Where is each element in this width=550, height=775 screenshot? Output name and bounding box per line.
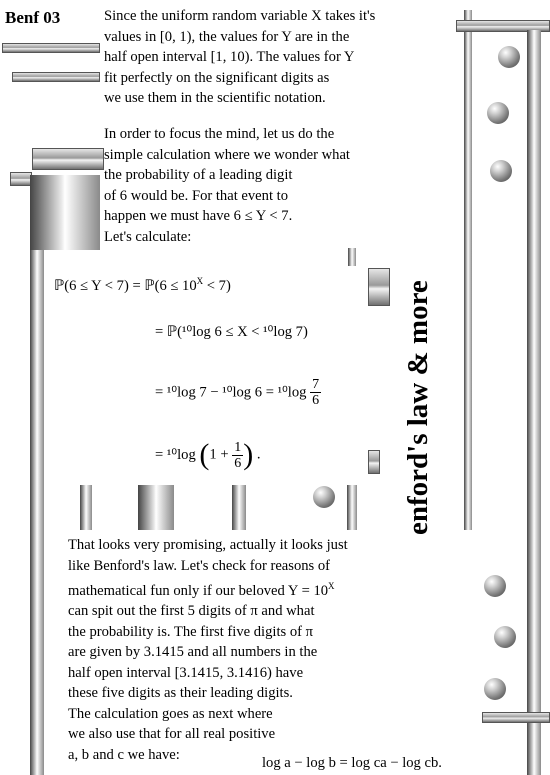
text-line: the probability is. The first five digits of π	[68, 623, 314, 640]
text-line: like Benford's law. Let's check for reasons of	[68, 557, 331, 574]
decor-sphere	[484, 575, 506, 597]
decor-sphere	[490, 160, 512, 182]
decor-pillar	[30, 175, 100, 250]
side-title-text: enford's law & more	[402, 280, 434, 535]
decor-sphere	[494, 626, 516, 648]
text-line: simple calculation where we wonder what	[104, 146, 350, 163]
decor-bar	[2, 43, 100, 53]
paragraph-calculation	[104, 124, 350, 247]
decor-pillar	[30, 250, 44, 775]
text-line: values in [0, 1), the values for Y are in the	[104, 28, 350, 45]
text-line: half open interval [1, 10). The values for Y	[104, 49, 355, 65]
text-line: fit perfectly on the significant digits as	[104, 69, 330, 86]
text-line: mathematical fun only if our beloved $Y = 10^X$	[68, 581, 335, 599]
decor-bar	[368, 268, 390, 306]
decor-bar	[10, 172, 32, 186]
decor-bar	[368, 450, 380, 474]
text-line: we use them in the scientific notation.	[104, 90, 326, 106]
decor-pillar	[232, 485, 246, 530]
text-line: In order to focus the mind, let us do the	[104, 126, 335, 142]
decor-sphere	[498, 46, 520, 68]
equation-line-1: ℙ(6 ≤ Y < 7) = ℙ(6 ≤ $10^X < 7$)	[54, 276, 231, 294]
text-line: That looks very promising, actually it looks just	[68, 537, 348, 553]
decor-pillar	[527, 30, 541, 775]
equation-line-4: = ¹⁰log (1 + $\frac{1}{6}$ ) .	[155, 438, 261, 471]
text-line: The calculation goes as next where	[68, 705, 273, 722]
equation-line-3: = ¹⁰log 7 − ¹⁰log 6 = ¹⁰log $\frac{7}{6}$	[155, 377, 320, 408]
fraction: $\frac{1}{6}$	[234, 439, 242, 471]
final-equation: log a − log b = log ca − log cb.	[262, 755, 442, 771]
text-line: we also use that for all real positive	[68, 726, 276, 743]
decor-pillar	[348, 248, 356, 266]
side-title	[395, 252, 445, 537]
decor-bar	[482, 712, 550, 723]
text-line: these five digits as their leading digits.	[68, 685, 293, 702]
text-line: a, b and c we have:	[68, 746, 180, 763]
decor-sphere	[313, 486, 335, 508]
text-line: half open interval [3.1415, 3.1416) have	[68, 664, 304, 681]
decor-pillar	[138, 485, 174, 530]
text-line: Since the uniform random variable X takes it's	[104, 8, 376, 24]
decor-sphere	[487, 102, 509, 124]
paragraph-intro	[104, 6, 375, 109]
text-line: happen we must have 6 ≤ Y < 7.	[104, 208, 293, 224]
decor-sphere	[484, 678, 506, 700]
decor-bar	[32, 148, 104, 170]
decor-pillar	[347, 485, 357, 530]
text-line: are given by 3.1415 and all numbers in the	[68, 644, 318, 661]
decor-pillar	[464, 10, 472, 530]
decor-bar	[12, 72, 100, 82]
decor-pillar	[80, 485, 92, 530]
text-line: Let's calculate:	[104, 228, 192, 245]
page-label: Benf 03	[5, 8, 61, 27]
equation-line-2: = ℙ(¹⁰log 6 ≤ X < ¹⁰log 7)	[155, 324, 308, 340]
text-line: can spit out the first 5 digits of π and what	[68, 603, 315, 620]
paragraph-pi-digits	[68, 535, 348, 765]
text-line: of 6 would be. For that event to	[104, 187, 289, 204]
fraction: $\frac{7}{6}$	[312, 377, 320, 408]
text-line: the probability of a leading digit	[104, 167, 293, 183]
